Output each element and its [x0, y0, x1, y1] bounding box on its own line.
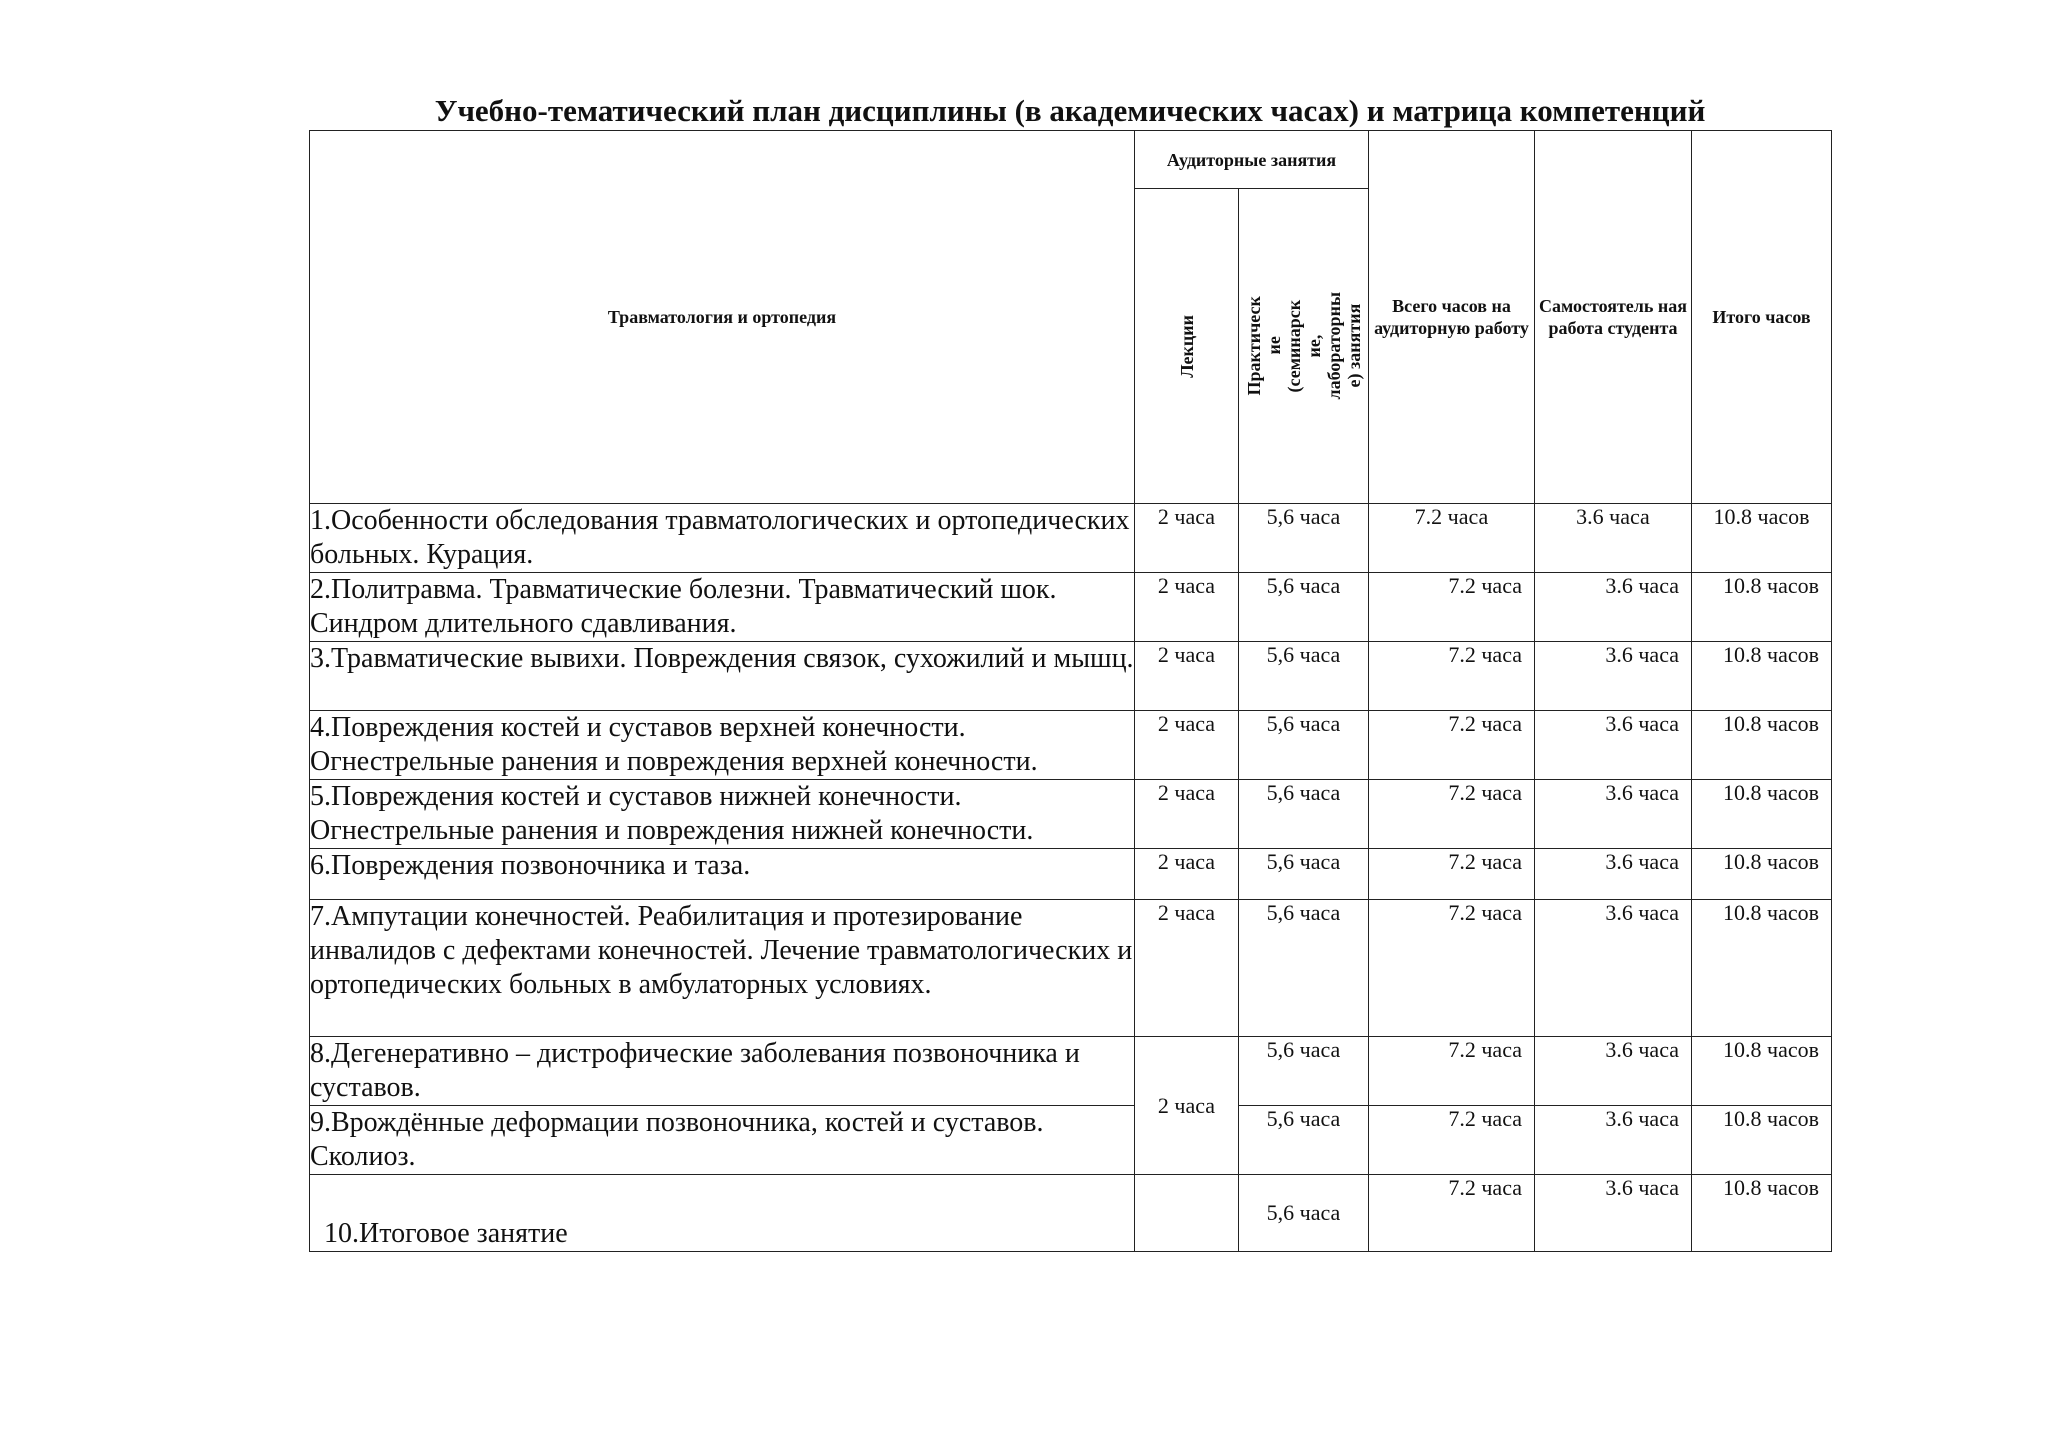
header-practical-line: е) занятия	[1343, 304, 1364, 388]
header-practical-line: ие	[1263, 336, 1284, 356]
table-row	[310, 1037, 1832, 1106]
practical-cell: 5,6 часа	[1239, 711, 1369, 780]
lectures-cell-merged: 2 часа	[1135, 1037, 1239, 1175]
table-row	[310, 711, 1832, 780]
practical-cell: 5,6 часа	[1239, 504, 1369, 573]
lectures-cell: 2 часа	[1135, 711, 1239, 780]
header-discipline: Травматология и ортопедия	[310, 131, 1135, 504]
total-auditory-cell: 7.2 часа	[1369, 900, 1535, 1037]
topic-cell: 6.Повреждения позвоночника и таза.	[310, 849, 1135, 900]
self-work-cell: 3.6 часа	[1535, 780, 1692, 849]
total-cell: 10.8 часов	[1692, 504, 1832, 573]
header-practical	[1244, 292, 1364, 399]
lectures-cell: 2 часа	[1135, 573, 1239, 642]
total-cell: 10.8 часов	[1692, 1175, 1832, 1252]
self-work-cell: 3.6 часа	[1535, 1175, 1692, 1252]
lectures-cell: 2 часа	[1135, 900, 1239, 1037]
total-cell: 10.8 часов	[1692, 711, 1832, 780]
total-auditory-cell: 7.2 часа	[1369, 573, 1535, 642]
topic-cell	[310, 1175, 1135, 1252]
self-work-cell: 3.6 часа	[1535, 711, 1692, 780]
final-topic-label: 10.Итоговое занятие	[324, 1218, 568, 1249]
topic-cell: 5.Повреждения костей и суставов нижней конечности. Огнестрельные ранения и повреждения нижней конечности.	[310, 780, 1135, 849]
table-row	[310, 1106, 1832, 1175]
table-row	[310, 900, 1832, 1037]
topic-cell: 8.Дегенеративно – дистрофические заболевания позвоночника и суставов.	[310, 1037, 1135, 1106]
header-self-work: Самостоятель ная работа студента	[1535, 131, 1692, 504]
topic-cell: 7.Ампутации конечностей. Реабилитация и протезирование инвалидов с дефектами конечностей. Лечение травматологических и ортопедических больных в амбулаторных условиях.	[310, 900, 1135, 1037]
self-work-cell: 3.6 часа	[1535, 900, 1692, 1037]
self-work-cell: 3.6 часа	[1535, 642, 1692, 711]
table-row	[310, 573, 1832, 642]
total-cell: 10.8 часов	[1692, 849, 1832, 900]
table-row	[310, 849, 1832, 900]
practical-cell: 5,6 часа	[1239, 780, 1369, 849]
header-practical-line: лабораторны	[1323, 292, 1344, 400]
practical-cell: 5,6 часа	[1239, 1175, 1369, 1252]
total-auditory-cell: 7.2 часа	[1369, 1037, 1535, 1106]
table-row	[310, 504, 1832, 573]
self-work-cell: 3.6 часа	[1535, 504, 1692, 573]
header-practical-line: (семинарск	[1283, 299, 1304, 393]
topic-cell: 2.Политравма. Травматические болезни. Травматический шок. Синдром длительного сдавливания.	[310, 573, 1135, 642]
header-lectures: Лекции	[1176, 314, 1197, 378]
lectures-cell: 2 часа	[1135, 504, 1239, 573]
practical-cell: 5,6 часа	[1239, 849, 1369, 900]
header-lectures-cell	[1135, 189, 1239, 504]
total-auditory-cell: 7.2 часа	[1369, 504, 1535, 573]
self-work-cell: 3.6 часа	[1535, 849, 1692, 900]
document-title: Учебно-тематический план дисциплины (в академических часах) и матрица компетенций	[434, 93, 1706, 128]
practical-cell: 5,6 часа	[1239, 1106, 1369, 1175]
table-row	[310, 1175, 1832, 1252]
self-work-cell: 3.6 часа	[1535, 1037, 1692, 1106]
table-row	[310, 642, 1832, 711]
lectures-cell: 2 часа	[1135, 780, 1239, 849]
topic-cell: 9.Врождённые деформации позвоночника, костей и суставов. Сколиоз.	[310, 1106, 1135, 1175]
header-practical-cell	[1239, 189, 1369, 504]
total-cell: 10.8 часов	[1692, 900, 1832, 1037]
header-auditory: Аудиторные занятия	[1135, 131, 1369, 189]
total-auditory-cell: 7.2 часа	[1369, 849, 1535, 900]
header-total: Итого часов	[1692, 131, 1832, 504]
table-row	[310, 780, 1832, 849]
topic-cell: 1.Особенности обследования травматологических и ортопедических больных. Курация.	[310, 504, 1135, 573]
lectures-cell: 2 часа	[1135, 849, 1239, 900]
total-cell: 10.8 часов	[1692, 1037, 1832, 1106]
header-total-auditory: Всего часов на аудиторную работу	[1369, 131, 1535, 504]
total-auditory-cell: 7.2 часа	[1369, 642, 1535, 711]
total-cell: 10.8 часов	[1692, 642, 1832, 711]
total-auditory-cell: 7.2 часа	[1369, 1106, 1535, 1175]
practical-cell: 5,6 часа	[1239, 1037, 1369, 1106]
lectures-cell: 2 часа	[1135, 642, 1239, 711]
header-practical-line: ие,	[1303, 334, 1324, 358]
practical-cell: 5,6 часа	[1239, 900, 1369, 1037]
topic-cell: 4.Повреждения костей и суставов верхней конечности. Огнестрельные ранения и повреждения верхней конечности.	[310, 711, 1135, 780]
topic-cell: 3.Травматические вывихи. Повреждения связок, сухожилий и мышц.	[310, 642, 1135, 711]
self-work-cell: 3.6 часа	[1535, 573, 1692, 642]
total-auditory-cell: 7.2 часа	[1369, 780, 1535, 849]
total-auditory-cell: 7.2 часа	[1369, 711, 1535, 780]
self-work-cell: 3.6 часа	[1535, 1106, 1692, 1175]
total-cell: 10.8 часов	[1692, 573, 1832, 642]
curriculum-table	[309, 130, 1832, 1252]
total-cell: 10.8 часов	[1692, 780, 1832, 849]
practical-cell: 5,6 часа	[1239, 642, 1369, 711]
total-cell: 10.8 часов	[1692, 1106, 1832, 1175]
practical-cell: 5,6 часа	[1239, 573, 1369, 642]
lectures-cell	[1135, 1175, 1239, 1252]
header-practical-line: Практическ	[1243, 296, 1264, 396]
total-auditory-cell: 7.2 часа	[1369, 1175, 1535, 1252]
